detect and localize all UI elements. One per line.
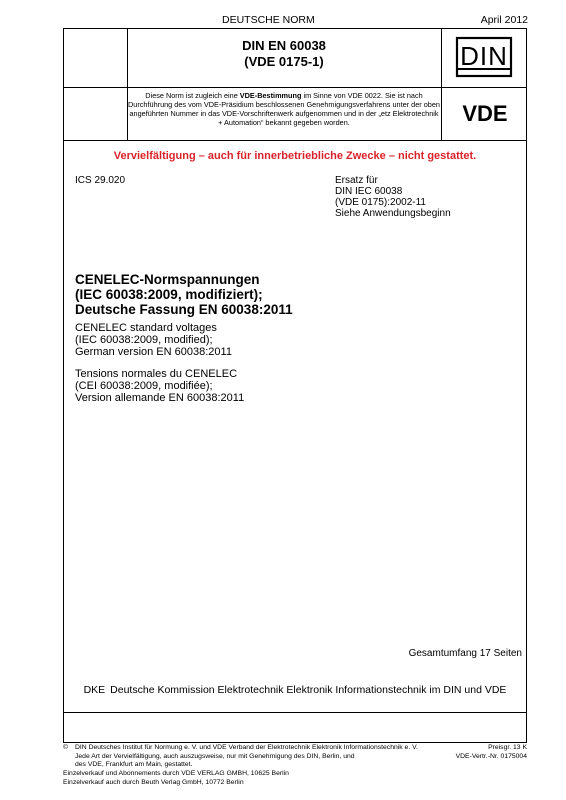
title-english: [75, 322, 232, 358]
copyright-line-1: DIN Deutsches Institut für Normung e. V. und VDE Verband der Elektrotechnik Elektronik Informationstechnik e. V.: [75, 744, 418, 751]
vde-logo-text: VDE: [462, 101, 508, 126]
din-logo-text: DIN: [460, 41, 508, 71]
notice-bold: VDE-Bestimmung: [239, 91, 302, 100]
title-french: [75, 368, 244, 404]
total-pages: Gesamtumfang 17 Seiten: [408, 648, 522, 659]
committee-name: Deutsche Kommission Elektrotechnik Elektronik Informationstechnik im DIN und VDE: [110, 684, 507, 696]
copyright-symbol: ©: [63, 744, 69, 751]
din-logo: [452, 36, 516, 82]
title-de-line-1: CENELEC-Normspannungen: [75, 272, 260, 287]
document-number: DIN EN 60038: [242, 38, 326, 53]
title-de-line-3: Deutsche Fassung EN 60038:2011: [75, 302, 293, 317]
sales-line-2: Einzelverkauf auch durch Beuth Verlag GmbH, 10772 Berlin: [63, 778, 244, 786]
title-en-line-1: CENELEC standard voltages: [75, 322, 217, 334]
title-german: [75, 272, 293, 317]
rule-under-title: [63, 87, 527, 88]
copyright-line-2: Jede Art der Vervielfältigung, auch auszugsweise, nur mit Genehmigung des DIN, Berlin, und: [75, 752, 355, 760]
replacement-line-2: DIN IEC 60038: [335, 186, 403, 197]
title-en-line-3: German version EN 60038:2011: [75, 346, 232, 358]
notice-pre: Diese Norm ist zugleich eine: [145, 91, 240, 100]
title-fr-line-1: Tensions normales du CENELEC: [75, 368, 238, 380]
norm-type-label: DEUTSCHE NORM: [222, 14, 315, 26]
sales-line-1: Einzelverkauf und Abonnements durch VDE VERLAG GMBH, 10625 Berlin: [63, 770, 289, 777]
rule-right-column: [441, 28, 442, 140]
title-de-line-2: (IEC 60038:2009, modifiziert);: [75, 287, 263, 302]
vde-sales-number: VDE-Vertr.-Nr. 0175004: [455, 752, 527, 760]
title-fr-line-2: (CEI 60038:2009, modifiée);: [75, 380, 213, 392]
document-number-block: [127, 38, 441, 70]
copyright-line-3: des VDE, Frankfurt am Main, gestattet.: [75, 761, 193, 768]
rule-above-footer: [63, 712, 527, 713]
vde-number: (VDE 0175-1): [244, 54, 324, 69]
title-en-line-2: (IEC 60038:2009, modified);: [75, 334, 213, 346]
replacement-line-4: Siehe Anwendungsbeginn: [335, 208, 451, 219]
replacement-line-3: (VDE 0175):2002-11: [335, 197, 426, 208]
publication-date: April 2012: [480, 14, 528, 26]
price-group: Preisgr. 13 K: [488, 744, 527, 751]
sales-block: [63, 770, 289, 787]
rule-under-notice: [63, 140, 527, 141]
price-block: [456, 744, 527, 761]
replacement-block: [335, 175, 451, 219]
ics-code: ICS 29.020: [75, 175, 126, 186]
replacement-line-1: Ersatz für: [335, 175, 378, 186]
committee-line: [63, 684, 527, 696]
reproduction-warning: Vervielfältigung – auch für innerbetriebliche Zwecke – nicht gestattet.: [113, 150, 477, 162]
vde-notice: [127, 91, 441, 127]
title-fr-line-3: Version allemande EN 60038:2011: [75, 392, 245, 404]
vde-logo: [452, 100, 518, 126]
committee-abbr: DKE: [83, 684, 106, 696]
notice-post: im Sinne von VDE 0022. Sie ist nach Durchführung des vom VDE-Präsidium beschlossenen Genehmigungsverfahrens unter der oben angeführten Nummer in das VDE-Vorschriftenwerk aufgenommen und in der „etz Elektrotechnik + Automation“ bekannt gegeben worden.: [128, 91, 440, 127]
copyright-block: [75, 744, 465, 770]
